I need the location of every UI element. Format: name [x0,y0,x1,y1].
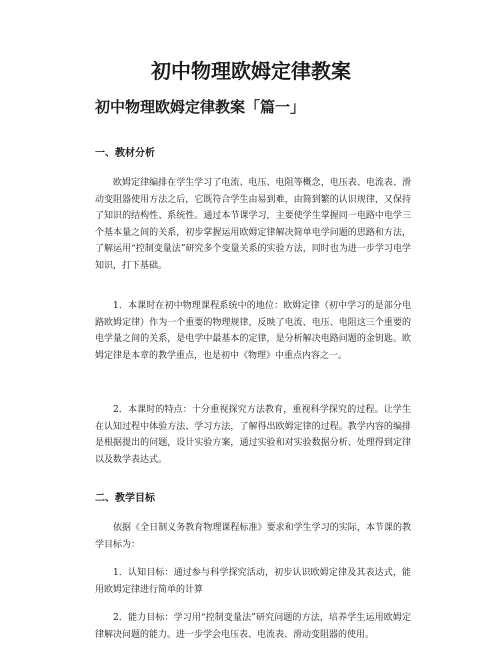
section-heading-textbook-analysis: 一、教材分析 [95,148,155,159]
document-subtitle: 初中物理欧姆定律教案「篇一」 [95,98,306,116]
paragraph: 1．认知目标：通过参与科学探究活动，初步认识欧姆定律及其表达式，能用欧姆定律进行简单的计算 [95,568,411,595]
paragraph: 2．本课时的特点：十分重视探究方法教育，重视科学探究的过程。让学生在认知过程中体验方法、学习方法，了解得出欧姆定律的过程。教学内容的编排是根据提出的问题，设计实验方案，通过实验和对实验数据分析、处理得到定律以及数学表达式。 [95,405,411,465]
document-title: 初中物理欧姆定律教案 [151,59,351,83]
section-heading-teaching-objectives: 二、教学目标 [95,493,155,504]
paragraph: 1．本课时在初中物理课程系统中的地位：欧姆定律（初中学习的是部分电路欧姆定律）作为一个重要的物理规律，反映了电流、电压、电阻这三个重要的电学量之间的关系，是电学中最基本的定律，是分析解决电路问题的金钥匙。欧姆定律是本章的教学重点，也是初中《物理》中重点内容之一。 [95,301,411,361]
paragraph: 欧姆定律编排在学生学习了电流、电压、电阻等概念，电压表、电流表、滑动变阻器使用方法之后，它既符合学生由易到难，由简到繁的认识规律，又保持了知识的结构性、系统性。通过本节课学习，主要使学生掌握同一电路中电学三个基本量之间的关系，初步掌握运用欧姆定律解决简单电学问题的思路和方法，了解运用“控制变量法”研究多个变量关系的实验方法，同时也为进一步学习电学知识，打下基础。 [95,178,411,271]
paragraph: 依据《全日制义务教育物理课程标准》要求和学生学习的实际，本节课的教学目标为： [95,523,411,550]
paragraph: 2．能力目标：学习用“控制变量法”研究问题的方法，培养学生运用欧姆定律解决问题的能力。进一步学会电压表、电流表、滑动变阻器的使用。 [95,613,411,640]
